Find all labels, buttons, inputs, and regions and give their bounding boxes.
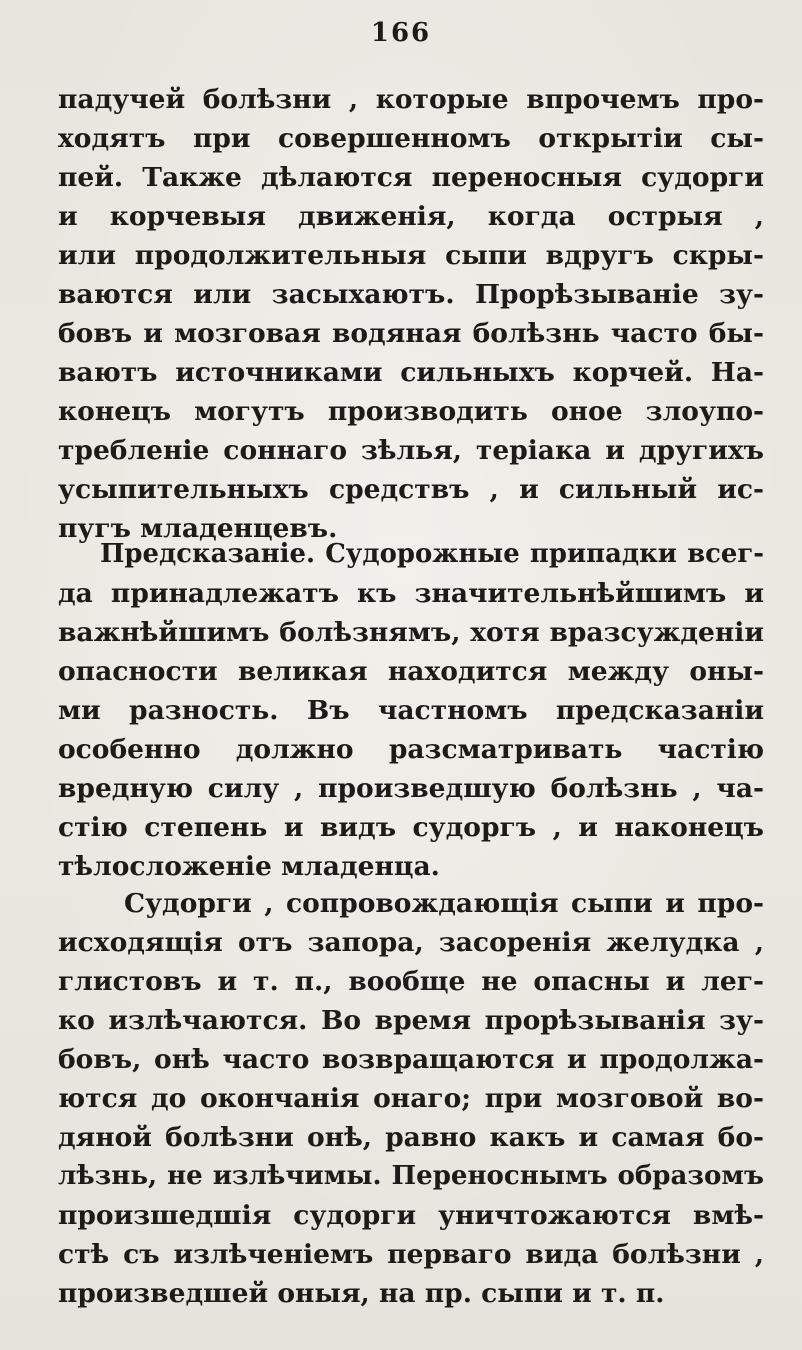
text-line: да принадлежатъ къ значительнѣйшимъ и bbox=[58, 578, 764, 609]
text-line: исходящія отъ запора, засоренія желудка , bbox=[58, 927, 764, 958]
text-line: усыпительныхъ средствъ , и сильный ис- bbox=[58, 474, 764, 505]
text-line: ются до окончанія онаго; при мозговой во- bbox=[58, 1083, 764, 1114]
text-line: ми разность. Въ частномъ предсказаніи bbox=[58, 695, 764, 726]
text-line: Судорги , сопровождающія сыпи и про- bbox=[124, 888, 764, 919]
text-line: ходятъ при совершенномъ открытіи сы- bbox=[58, 123, 764, 154]
text-line: пугъ младенцевъ. bbox=[58, 513, 338, 544]
text-line: Предсказаніе. Судорожные припадки всег- bbox=[100, 539, 764, 569]
paragraph-2 bbox=[58, 535, 764, 886]
text-line: произведшей оныя, на пр. сыпи и т. п. bbox=[58, 1278, 665, 1309]
text-line: особенно должно разсматривать частію bbox=[58, 734, 764, 765]
text-line: опасности великая находится между оны- bbox=[58, 656, 764, 687]
text-line: ко излѣчаются. Во время прорѣзыванія зу- bbox=[58, 1005, 764, 1036]
text-line: и корчевыя движенія, когда острыя , bbox=[58, 201, 764, 232]
paragraph-3 bbox=[58, 884, 764, 1313]
text-line: важнѣйшимъ болѣзнямъ, хотя вразсужденіи bbox=[58, 617, 764, 648]
text-line: дяной болѣзни онѣ, равно какъ и самая бо- bbox=[58, 1122, 764, 1153]
text-line: произшедшія судорги уничтожаются вмѣ- bbox=[58, 1200, 764, 1231]
text-line: стѣ съ излѣченіемъ перваго вида болѣзни , bbox=[58, 1239, 764, 1270]
text-line: тѣлосложеніе младенца. bbox=[58, 851, 440, 882]
text-line: ваются или засыхаютъ. Прорѣзываніе зу- bbox=[58, 279, 764, 310]
text-line: бовъ и мозговая водяная болѣзнь часто бы- bbox=[58, 318, 764, 349]
text-line: пей. Также дѣлаются переносныя судорги bbox=[58, 162, 764, 193]
text-line: конецъ могутъ производить оное злоупо- bbox=[58, 396, 764, 427]
text-line: глистовъ и т. п., вообще не опасны и лег- bbox=[58, 966, 764, 997]
paragraph-1 bbox=[58, 80, 764, 548]
text-line: лѣзнь, не излѣчимы. Переноснымъ образомъ bbox=[58, 1161, 764, 1191]
text-line: или продолжительныя сыпи вдругъ скры- bbox=[58, 240, 764, 271]
text-line: бовъ, онѣ часто возвращаются и продолжа- bbox=[58, 1044, 764, 1075]
page-number: 166 bbox=[370, 18, 432, 48]
text-line: стію степень и видъ судоргъ , и наконецъ bbox=[58, 812, 764, 843]
text-line: падучей болѣзни , которые впрочемъ про- bbox=[58, 84, 764, 115]
text-line: вредную силу , произведшую болѣзнь , ча- bbox=[58, 773, 764, 804]
text-line: ваютъ источниками сильныхъ корчей. На- bbox=[58, 357, 764, 388]
text-line: требленіе соннаго зѣлья, теріака и другихъ bbox=[58, 435, 764, 466]
